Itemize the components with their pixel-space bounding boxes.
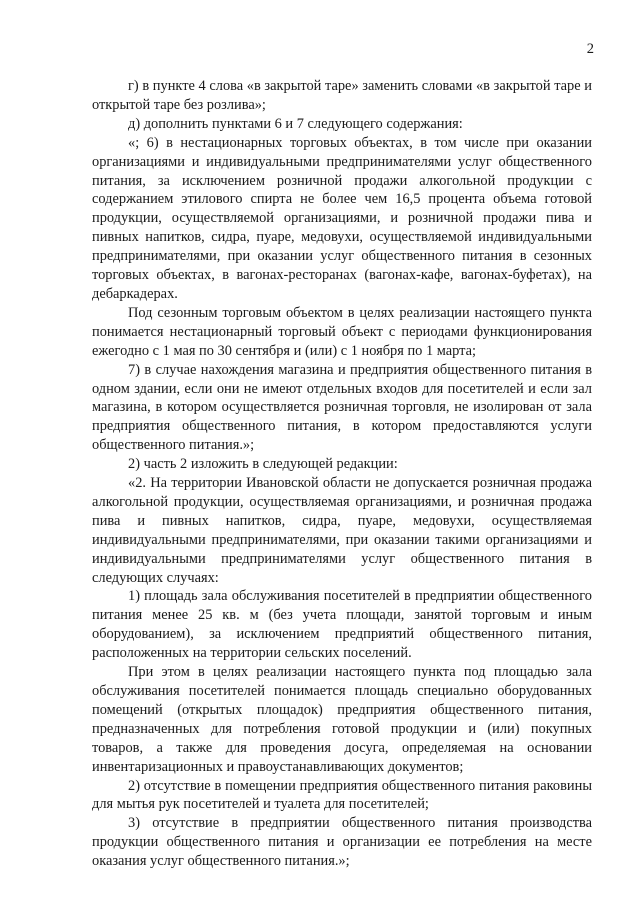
page-number: 2	[586, 41, 594, 57]
paragraph-7: «2. На территории Ивановской области не допускается розничная продажа алкогольной продукции, осуществляемая организациями, и розничная продажа пива и пивных напитков, сидра, пуаре, медовухи, осуществляемая индивидуальными предпринимателями, при оказании такими организациями и индивидуальными предпринимателями услуг общественного питания в следующих случаях:	[92, 475, 592, 586]
paragraph-8: 1) площадь зала обслуживания посетителей в предприятии общественного питания менее 25 кв. м (без учета площади, занятой торговым и иным оборудованием), за исключением предприятий общественного питания, расположенных на территории сельских поселений.	[92, 588, 592, 662]
paragraph-1: г) в пункте 4 слова «в закрытой таре» заменить словами «в закрытой таре и открытой таре без розлива»;	[92, 78, 592, 113]
paragraph-3: «; 6) в нестационарных торговых объектах, в том числе при оказании организациями и индивидуальными предпринимателями услуг общественного питания, за исключением розничной продажи алкогольной продукции с содержанием этилового спирта не более чем 16,5 процента объема готовой продукции, осуществляемой организациями, и розничной продажи пива и пивных напитков, сидра, пуаре, медовухи, осуществляемой индивидуальными предпринимателями, при оказании услуг общественного питания в сезонных торговых объектах, в вагонах-ресторанах (вагонах-кафе, вагонах-буфетах), на дебаркадерах.	[92, 134, 592, 302]
paragraph-10: 2) отсутствие в помещении предприятия общественного питания раковины для мытья рук посетителей и туалета для посетителей;	[92, 777, 592, 813]
paragraph-2: д) дополнить пунктами 6 и 7 следующего содержания:	[128, 115, 463, 132]
paragraph-11: 3) отсутствие в предприятии общественного питания производства продукции общественного питания и организации ее потребления на месте оказания услуг общественного питания.»;	[92, 815, 592, 870]
paragraph-6: 2) часть 2 изложить в следующей редакции:	[128, 456, 398, 473]
document-body	[92, 77, 592, 871]
paragraph-9: При этом в целях реализации настоящего пункта под площадью зала обслуживания посетителей понимается площадь специально оборудованных помещений (открытых площадок) предприятия общественного питания, предназначенных для потребления готовой продукции и (или) покупных товаров, а также для проведения досуга, определяемая на основании инвентаризационных и правоустанавливающих документов;	[92, 664, 592, 775]
paragraph-5: 7) в случае нахождения магазина и предприятия общественного питания в одном здании, если они не имеют отдельных входов для посетителей и если зал магазина, в котором осуществляется розничная торговля, не изолирован от зала предприятия общественного питания, в котором предоставляются услуги общественного питания.»;	[92, 361, 592, 454]
paragraph-4: Под сезонным торговым объектом в целях реализации настоящего пункта понимается нестационарный торговый объект с периодами функционирования ежегодно с 1 мая по 30 сентября и (или) с 1 ноября по 1 марта;	[92, 304, 592, 359]
